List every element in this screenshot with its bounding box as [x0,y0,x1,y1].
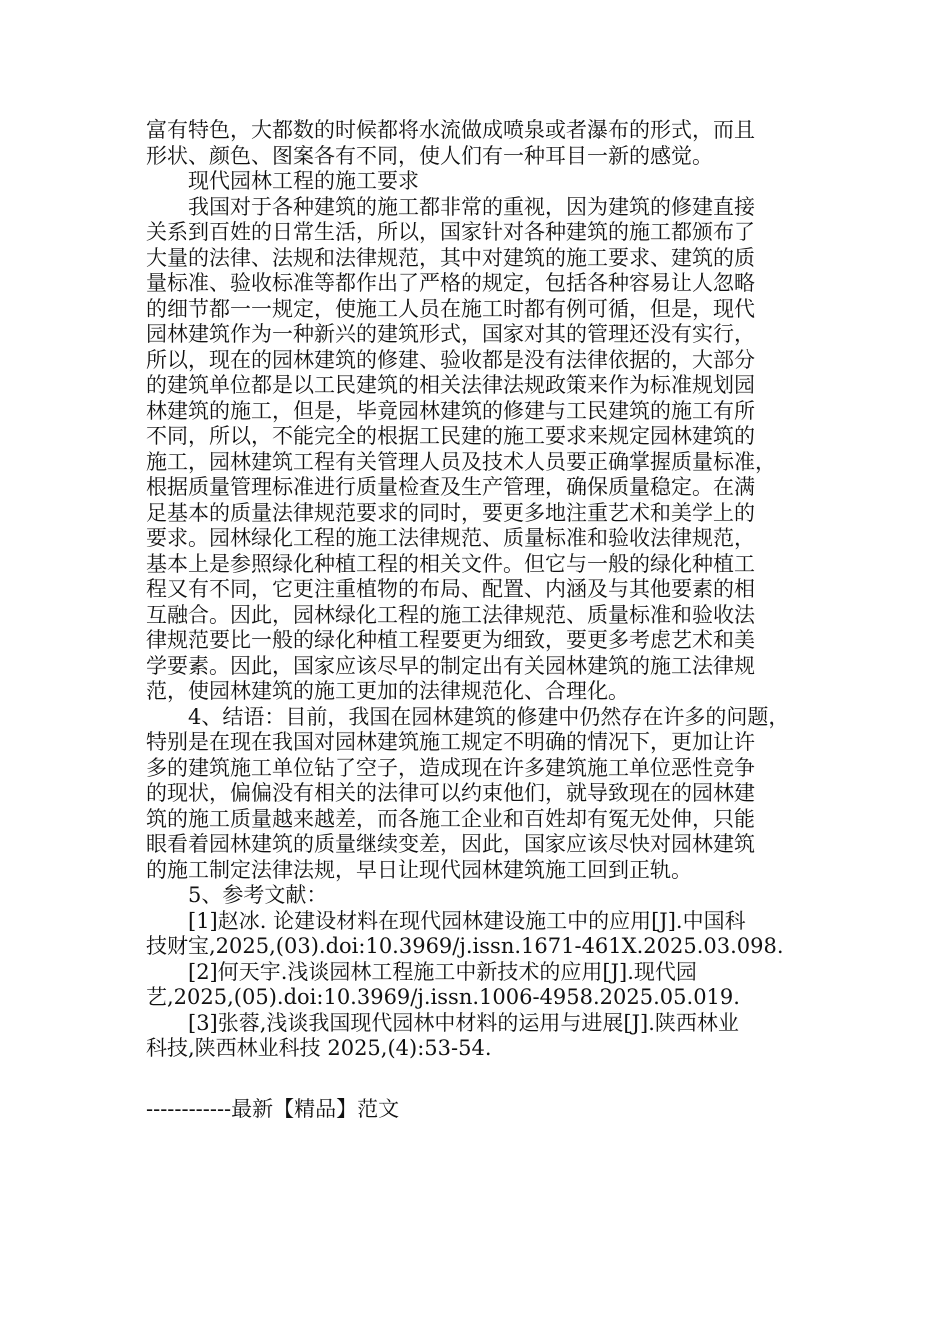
text-line: 富有特色，大都数的时候都将水流做成喷泉或者瀑布的形式，而且 [146,118,755,142]
text-line: 技财宝,2025,(03).doi:10.3969/j.issn.1671-461X.2025.03.098. [146,934,784,958]
text-line: 的现状，偏偏没有相关的法律可以约束他们，就导致现在的园林建 [146,781,755,805]
text-line: 范，使园林建筑的施工更加的法律规范化、合理化。 [146,679,629,703]
text-line: 足基本的质量法律规范要求的同时，要更多地注重艺术和美学上的 [146,500,755,525]
text-line: 4、结语：目前，我国在园林建筑的修建中仍然存在许多的问题， [188,704,790,729]
text-line: 要求。园林绿化工程的施工法律规范、质量标准和验收法律规范， [146,526,755,550]
text-line: [2]何天宇.浅谈园林工程施工中新技术的应用[J].现代园 [188,959,697,984]
text-line: 多的建筑施工单位钻了空子，造成现在许多建筑施工单位恶性竞争 [146,755,755,780]
text-line: 的建筑单位都是以工民建筑的相关法律法规政策来作为标准规划园 [146,373,755,397]
text-line: 的施工制定法律法规，早日让现代园林建筑施工回到正轨。 [146,857,692,882]
text-line: 根据质量管理标准进行质量检查及生产管理，确保质量稳定。在满 [146,475,755,499]
text-line: 关系到百姓的日常生活，所以，国家针对各种建筑的施工都颁布了 [146,220,755,244]
text-line: 基本上是参照绿化种植工程的相关文件。但它与一般的绿化种植工 [146,551,755,576]
text-line: 5、参考文献： [188,883,328,907]
text-line: 科技,陕西林业科技 2025,(4):53-54. [146,1036,492,1060]
footer-text: ------------最新【精品】范文 [146,1097,400,1121]
text-line: 学要素。因此，国家应该尽早的制定出有关园林建筑的施工法律规 [146,653,755,678]
text-line: 互融合。因此，园林绿化工程的施工法律规范、质量标准和验收法 [146,602,755,627]
text-line: 程又有不同，它更注重植物的布局、配置、内涵及与其他要素的相 [146,577,755,601]
text-line: 所以，现在的园林建筑的修建、验收都是没有法律依据的，大部分 [146,347,755,372]
text-line: 艺,2025,(05).doi:10.3969/j.issn.1006-4958.2025.05.019. [146,985,740,1009]
text-line: 形状、颜色、图案各有不同，使人们有一种耳目一新的感觉。 [146,143,713,168]
text-line: 我国对于各种建筑的施工都非常的重视，因为建筑的修建直接 [188,194,755,219]
text-line: 筑的施工质量越来越差，而各施工企业和百姓却有冤无处伸，只能 [146,806,755,831]
text-line: 特别是在现在我国对园林建筑施工规定不明确的情况下，更加让许 [146,730,755,754]
text-line: [3]张蓉,浅谈我国现代园林中材料的运用与进展[J].陕西林业 [188,1010,739,1035]
text-line: 大量的法律、法规和法律规范，其中对建筑的施工要求、建筑的质 [146,245,755,270]
text-line: 量标准、验收标准等都作出了严格的规定，包括各种容易让人忽略 [146,271,755,295]
text-line: 的细节都一一规定，使施工人员在施工时都有例可循，但是，现代 [146,296,755,321]
text-line: 不同，所以，不能完全的根据工民建的施工要求来规定园林建筑的 [146,424,755,448]
document-body [146,118,810,1062]
text-line: 施工，园林建筑工程有关管理人员及技术人员要正确掌握质量标准， [146,449,776,474]
text-line: 林建筑的施工，但是，毕竟园林建筑的修建与工民建筑的施工有所 [146,398,755,423]
text-line: 眼看着园林建筑的质量继续变差，因此，国家应该尽快对园林建筑 [146,832,755,856]
text-line: 现代园林工程的施工要求 [188,169,419,193]
text-line: 园林建筑作为一种新兴的建筑形式，国家对其的管理还没有实行， [146,322,755,346]
text-line: 律规范要比一般的绿化种植工程要更为细致，要更多考虑艺术和美 [146,628,755,652]
text-line: [1]赵冰. 论建设材料在现代园林建设施工中的应用[J].中国科 [188,908,746,933]
